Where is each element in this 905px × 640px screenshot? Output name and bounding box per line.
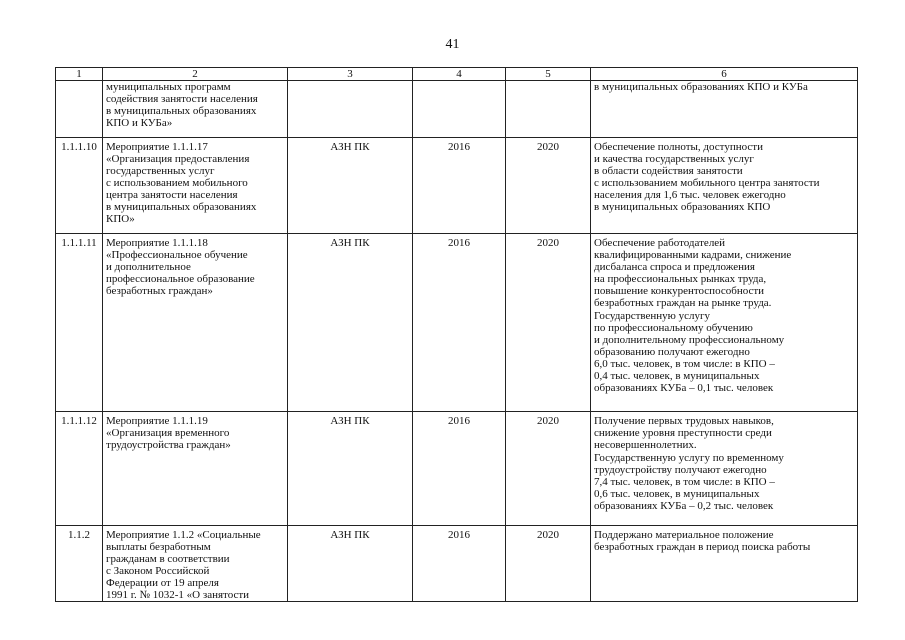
measure-name-text: Мероприятие 1.1.1.17 «Организация предоставления государственных услуг с использованием мобильного центра занятости населения в муниципальных образованиях КПО» <box>106 141 257 225</box>
cell-end-year <box>506 81 591 138</box>
cell-end-year: 2020 <box>506 138 591 234</box>
measure-name-text: Мероприятие 1.1.2 «Социальные выплаты безработным гражданам в соответствии с Законом Российской Федерации от 19 апреля 1991 г. № 1032-1 «О занятости <box>106 529 261 601</box>
column-number: 5 <box>506 68 591 81</box>
cell-executor: АЗН ПК <box>288 412 413 526</box>
measure-name-text: муниципальных программ содействия занятости населения в муниципальных образованиях КПО и КУБа» <box>106 81 258 129</box>
column-number: 2 <box>103 68 288 81</box>
cell-executor: АЗН ПК <box>288 526 413 602</box>
cell-start-year <box>413 81 506 138</box>
cell-result <box>591 526 858 602</box>
result-text: Обеспечение работодателей квалифицированными кадрами, снижение дисбаланса спроса и предложения на профессиональных рынках труда, повышение конкурентоспособности безработных граждан на рынке труда. <box>594 237 792 309</box>
column-number: 6 <box>591 68 858 81</box>
cell-result <box>591 81 858 138</box>
cell-start-year: 2016 <box>413 526 506 602</box>
table-row <box>56 412 858 526</box>
cell-start-year: 2016 <box>413 234 506 412</box>
table-row <box>56 234 858 412</box>
cell-number: 1.1.1.11 <box>56 234 103 412</box>
cell-executor <box>288 81 413 138</box>
result-text: Государственную услугу по временному трудоустройству получают ежегодно 7,4 тыс. человек, в том числе: в КПО – 0,6 тыс. человек, в муниципальных образованиях КУБа – 0,2 тыс. человек <box>594 452 784 512</box>
cell-end-year: 2020 <box>506 526 591 602</box>
cell-result <box>591 138 858 234</box>
cell-end-year: 2020 <box>506 234 591 412</box>
cell-measure-name <box>103 526 288 602</box>
cell-executor: АЗН ПК <box>288 234 413 412</box>
result-text: Государственную услугу по профессиональному обучению и дополнительному профессиональному образованию получают ежегодно 6,0 тыс. человек, в том числе: в КПО – 0,4 тыс. человек, в муниципальных образованиях КУБа – 0,1 тыс. человек <box>594 310 785 394</box>
cell-start-year: 2016 <box>413 412 506 526</box>
cell-number: 1.1.2 <box>56 526 103 602</box>
cell-result <box>591 412 858 526</box>
result-text: Обеспечение полноты, доступности и качества государственных услуг в области содействия занятости с использованием мобильного центра занятости населения для 1,6 тыс. человек ежегодно в муниципальных образованиях КПО <box>594 141 820 213</box>
cell-number: 1.1.1.10 <box>56 138 103 234</box>
measure-name-text: Мероприятие 1.1.1.18 «Профессиональное обучение и дополнительное профессиональное образование безработных граждан» <box>106 237 255 297</box>
table-row <box>56 526 858 602</box>
table-row <box>56 138 858 234</box>
page-number: 41 <box>445 37 460 52</box>
cell-start-year: 2016 <box>413 138 506 234</box>
column-number: 4 <box>413 68 506 81</box>
cell-end-year: 2020 <box>506 412 591 526</box>
result-text: Поддержано материальное положение безработных граждан в период поиска работы <box>594 529 811 553</box>
column-number: 3 <box>288 68 413 81</box>
cell-result <box>591 234 858 412</box>
table-row-continued <box>56 81 858 138</box>
column-number: 1 <box>56 68 103 81</box>
column-number-row <box>56 68 858 81</box>
cell-measure-name <box>103 81 288 138</box>
result-text: в муниципальных образованиях КПО и КУБа <box>594 81 808 93</box>
cell-executor: АЗН ПК <box>288 138 413 234</box>
result-text: Получение первых трудовых навыков, снижение уровня преступности среди несовершеннолетних. <box>594 415 774 451</box>
measure-name-text: Мероприятие 1.1.1.19 «Организация временного трудоустройства граждан» <box>106 415 231 451</box>
cell-measure-name <box>103 138 288 234</box>
cell-measure-name <box>103 412 288 526</box>
cell-number: 1.1.1.12 <box>56 412 103 526</box>
cell-measure-name <box>103 234 288 412</box>
measures-table <box>55 67 858 602</box>
cell-number <box>56 81 103 138</box>
